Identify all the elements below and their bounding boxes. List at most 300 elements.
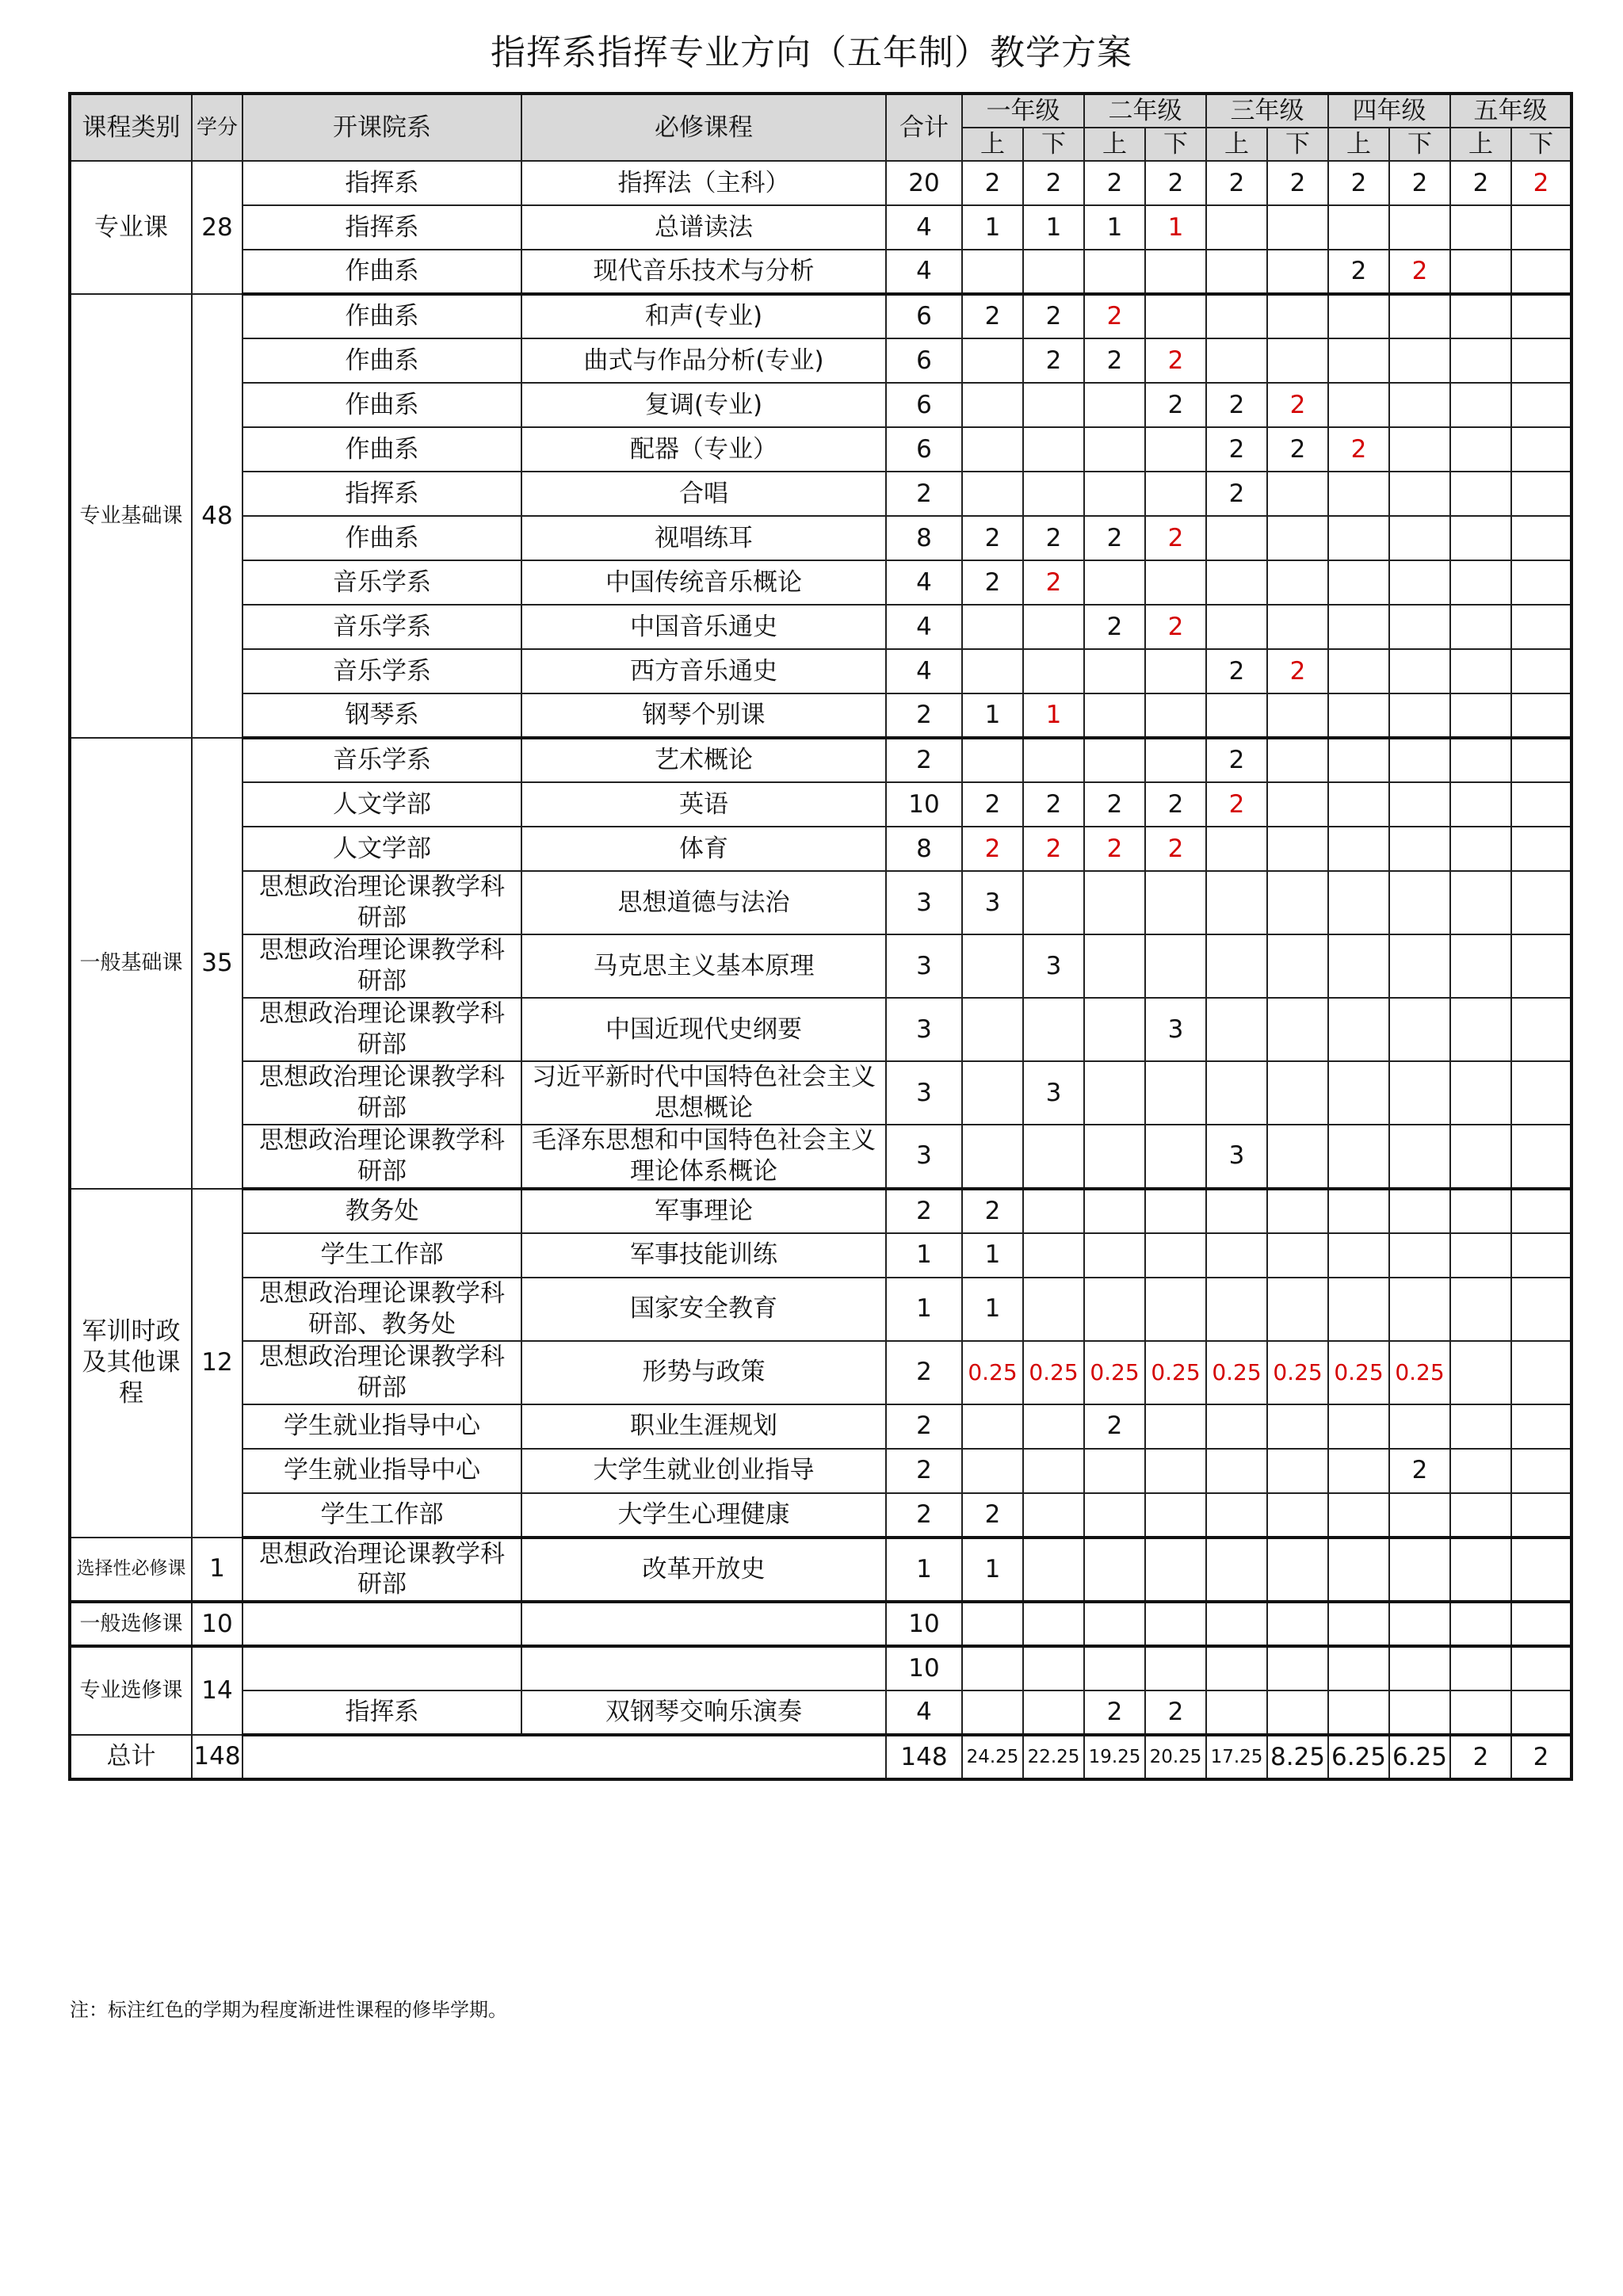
semester-cell bbox=[1511, 1602, 1571, 1646]
credits-cell: 48 bbox=[192, 294, 242, 738]
department-cell: 思想政治理论课教学科研部 bbox=[242, 1341, 521, 1404]
table-row bbox=[70, 827, 1571, 871]
total-cell: 1 bbox=[886, 1233, 962, 1278]
semester-cell bbox=[1328, 516, 1389, 560]
semester-cell bbox=[1206, 560, 1267, 605]
department-cell: 作曲系 bbox=[242, 250, 521, 294]
semester-cell bbox=[1023, 472, 1084, 516]
department-cell: 指挥系 bbox=[242, 1690, 521, 1735]
semester-cell bbox=[1511, 1341, 1571, 1404]
semester-cell bbox=[1389, 1538, 1450, 1603]
semester-cell bbox=[1328, 205, 1389, 250]
totals-label: 总计 bbox=[70, 1735, 192, 1779]
course-cell: 体育 bbox=[521, 827, 886, 871]
department-cell: 钢琴系 bbox=[242, 693, 521, 738]
header-total: 合计 bbox=[886, 94, 962, 161]
semester-cell bbox=[1511, 205, 1571, 250]
credits-cell: 28 bbox=[192, 161, 242, 294]
semester-cell bbox=[1450, 294, 1511, 338]
table-row bbox=[70, 605, 1571, 649]
semester-cell bbox=[1267, 827, 1328, 871]
header-semester-3-lower: 下 bbox=[1267, 128, 1328, 161]
semester-cell bbox=[1145, 738, 1206, 782]
semester-cell bbox=[1450, 1646, 1511, 1690]
semester-cell bbox=[1328, 605, 1389, 649]
table-row bbox=[70, 1538, 1571, 1603]
department-cell: 思想政治理论课教学科研部 bbox=[242, 934, 521, 998]
semester-cell bbox=[1267, 1233, 1328, 1278]
semester-cell bbox=[1511, 516, 1571, 560]
header-semester-4-lower: 下 bbox=[1389, 128, 1450, 161]
table-row bbox=[70, 782, 1571, 827]
semester-cell bbox=[1450, 560, 1511, 605]
semester-cell bbox=[1084, 1233, 1145, 1278]
table-row bbox=[70, 1404, 1571, 1449]
category-cell: 一般基础课 bbox=[70, 738, 192, 1189]
semester-cell: 2 bbox=[1206, 161, 1267, 205]
semester-cell: 3 bbox=[1206, 1125, 1267, 1189]
semester-cell bbox=[1023, 605, 1084, 649]
semester-cell: 2 bbox=[1389, 1449, 1450, 1493]
page-title: 指挥系指挥专业方向（五年制）教学方案 bbox=[491, 32, 1132, 73]
total-cell: 10 bbox=[886, 1602, 962, 1646]
semester-cell: 2 bbox=[1023, 516, 1084, 560]
semester-cell bbox=[1267, 1538, 1328, 1603]
table-row bbox=[70, 205, 1571, 250]
semester-cell bbox=[1511, 693, 1571, 738]
semester-cell bbox=[1206, 1538, 1267, 1603]
semester-cell: 2 bbox=[962, 827, 1023, 871]
curriculum-table bbox=[68, 92, 1573, 1781]
total-cell: 6 bbox=[886, 383, 962, 427]
semester-cell bbox=[1023, 1278, 1084, 1341]
semester-cell bbox=[1511, 1189, 1571, 1233]
semester-cell bbox=[1084, 693, 1145, 738]
table-row bbox=[70, 649, 1571, 693]
table-row bbox=[70, 998, 1571, 1061]
total-cell: 2 bbox=[886, 693, 962, 738]
semester-cell bbox=[962, 738, 1023, 782]
semester-cell bbox=[1328, 1538, 1389, 1603]
semester-cell bbox=[1450, 338, 1511, 383]
semester-cell bbox=[1267, 693, 1328, 738]
totals-credits: 148 bbox=[192, 1735, 242, 1779]
header-semester-1-upper: 上 bbox=[962, 128, 1023, 161]
semester-cell bbox=[1328, 1646, 1389, 1690]
semester-cell bbox=[1328, 560, 1389, 605]
semester-cell: 2 bbox=[962, 161, 1023, 205]
table-row bbox=[70, 693, 1571, 738]
semester-cell bbox=[962, 1061, 1023, 1125]
course-cell: 职业生涯规划 bbox=[521, 1404, 886, 1449]
semester-cell bbox=[962, 472, 1023, 516]
semester-cell bbox=[1084, 560, 1145, 605]
semester-cell: 0.25 bbox=[1389, 1341, 1450, 1404]
semester-cell bbox=[1267, 1189, 1328, 1233]
semester-cell bbox=[1206, 827, 1267, 871]
semester-cell bbox=[1511, 1493, 1571, 1538]
semester-cell bbox=[1511, 871, 1571, 934]
semester-cell bbox=[1450, 383, 1511, 427]
semester-cell: 2 bbox=[1084, 294, 1145, 338]
total-cell: 6 bbox=[886, 294, 962, 338]
semester-cell: 2 bbox=[1206, 649, 1267, 693]
course-cell: 毛泽东思想和中国特色社会主义理论体系概论 bbox=[521, 1125, 886, 1189]
course-cell: 改革开放史 bbox=[521, 1538, 886, 1603]
department-cell: 指挥系 bbox=[242, 472, 521, 516]
semester-cell bbox=[1328, 1061, 1389, 1125]
semester-cell bbox=[1389, 738, 1450, 782]
department-cell: 思想政治理论课教学科研部 bbox=[242, 998, 521, 1061]
semester-cell bbox=[1145, 934, 1206, 998]
semester-cell bbox=[1450, 205, 1511, 250]
table-row bbox=[70, 1233, 1571, 1278]
table-row bbox=[70, 1646, 1571, 1690]
course-cell: 钢琴个别课 bbox=[521, 693, 886, 738]
semester-cell bbox=[962, 1690, 1023, 1735]
credits-cell: 35 bbox=[192, 738, 242, 1189]
semester-cell: 2 bbox=[1328, 161, 1389, 205]
semester-cell: 2 bbox=[962, 1189, 1023, 1233]
semester-cell bbox=[1145, 1449, 1206, 1493]
semester-cell bbox=[1328, 827, 1389, 871]
total-cell: 4 bbox=[886, 250, 962, 294]
total-cell: 4 bbox=[886, 649, 962, 693]
semester-cell bbox=[1145, 560, 1206, 605]
semester-cell bbox=[1267, 871, 1328, 934]
semester-cell: 0.25 bbox=[1145, 1341, 1206, 1404]
semester-cell bbox=[1084, 1449, 1145, 1493]
course-cell: 军事理论 bbox=[521, 1189, 886, 1233]
semester-cell: 0.25 bbox=[1328, 1341, 1389, 1404]
table-row bbox=[70, 1690, 1571, 1735]
semester-cell bbox=[1267, 1493, 1328, 1538]
semester-cell bbox=[1267, 250, 1328, 294]
semester-cell bbox=[1511, 934, 1571, 998]
semester-cell bbox=[1389, 998, 1450, 1061]
semester-cell bbox=[1450, 250, 1511, 294]
semester-cell bbox=[1084, 998, 1145, 1061]
course-cell: 总谱读法 bbox=[521, 205, 886, 250]
table-row bbox=[70, 516, 1571, 560]
course-cell: 马克思主义基本原理 bbox=[521, 934, 886, 998]
total-cell: 10 bbox=[886, 1646, 962, 1690]
semester-cell bbox=[1023, 1233, 1084, 1278]
totals-semester-cell: 24.25 bbox=[962, 1735, 1023, 1779]
semester-cell bbox=[1450, 1690, 1511, 1735]
total-cell: 3 bbox=[886, 871, 962, 934]
semester-cell bbox=[1389, 560, 1450, 605]
semester-cell bbox=[1511, 827, 1571, 871]
course-cell: 军事技能训练 bbox=[521, 1233, 886, 1278]
total-cell: 2 bbox=[886, 1189, 962, 1233]
semester-cell: 2 bbox=[962, 782, 1023, 827]
department-cell bbox=[242, 1602, 521, 1646]
total-cell: 2 bbox=[886, 1341, 962, 1404]
department-cell: 指挥系 bbox=[242, 205, 521, 250]
semester-cell bbox=[1389, 871, 1450, 934]
semester-cell: 2 bbox=[1145, 338, 1206, 383]
semester-cell bbox=[1389, 1602, 1450, 1646]
semester-cell: 1 bbox=[962, 205, 1023, 250]
department-cell: 学生就业指导中心 bbox=[242, 1449, 521, 1493]
department-cell: 音乐学系 bbox=[242, 738, 521, 782]
semester-cell: 2 bbox=[962, 560, 1023, 605]
table-row bbox=[70, 1061, 1571, 1125]
department-cell: 思想政治理论课教学科研部 bbox=[242, 1538, 521, 1603]
semester-cell bbox=[1267, 472, 1328, 516]
semester-cell bbox=[1511, 649, 1571, 693]
semester-cell bbox=[1145, 1061, 1206, 1125]
department-cell: 音乐学系 bbox=[242, 560, 521, 605]
totals-semester-cell: 19.25 bbox=[1084, 1735, 1145, 1779]
semester-cell bbox=[1145, 1538, 1206, 1603]
semester-cell: 2 bbox=[1206, 383, 1267, 427]
semester-cell: 2 bbox=[1389, 250, 1450, 294]
semester-cell: 1 bbox=[1023, 693, 1084, 738]
semester-cell bbox=[1328, 1404, 1389, 1449]
semester-cell: 0.25 bbox=[1267, 1341, 1328, 1404]
semester-cell bbox=[1389, 693, 1450, 738]
department-cell: 作曲系 bbox=[242, 516, 521, 560]
header-year-4: 四年级 bbox=[1328, 94, 1450, 128]
semester-cell bbox=[1450, 1125, 1511, 1189]
totals-semester-cell: 20.25 bbox=[1145, 1735, 1206, 1779]
semester-cell bbox=[1389, 605, 1450, 649]
credits-cell: 12 bbox=[192, 1189, 242, 1538]
semester-cell: 2 bbox=[1450, 161, 1511, 205]
totals-semester-cell: 6.25 bbox=[1328, 1735, 1389, 1779]
semester-cell bbox=[1511, 1125, 1571, 1189]
header-department: 开课院系 bbox=[242, 94, 521, 161]
semester-cell: 1 bbox=[1023, 205, 1084, 250]
semester-cell: 3 bbox=[1145, 998, 1206, 1061]
semester-cell: 2 bbox=[1084, 782, 1145, 827]
department-cell: 思想政治理论课教学科研部、教务处 bbox=[242, 1278, 521, 1341]
semester-cell bbox=[1511, 472, 1571, 516]
semester-cell bbox=[1084, 649, 1145, 693]
semester-cell: 2 bbox=[962, 516, 1023, 560]
department-cell: 人文学部 bbox=[242, 827, 521, 871]
header-semester-1-lower: 下 bbox=[1023, 128, 1084, 161]
semester-cell: 2 bbox=[1084, 516, 1145, 560]
department-cell: 作曲系 bbox=[242, 383, 521, 427]
semester-cell bbox=[1328, 294, 1389, 338]
course-cell: 视唱练耳 bbox=[521, 516, 886, 560]
course-cell: 思想道德与法治 bbox=[521, 871, 886, 934]
semester-cell bbox=[1267, 1602, 1328, 1646]
totals-semester-cell: 2 bbox=[1450, 1735, 1511, 1779]
semester-cell: 2 bbox=[1023, 782, 1084, 827]
semester-cell: 0.25 bbox=[962, 1341, 1023, 1404]
semester-cell bbox=[962, 250, 1023, 294]
semester-cell bbox=[1084, 871, 1145, 934]
department-cell: 人文学部 bbox=[242, 782, 521, 827]
semester-cell: 3 bbox=[1023, 934, 1084, 998]
semester-cell bbox=[1511, 383, 1571, 427]
semester-cell bbox=[962, 1646, 1023, 1690]
semester-cell bbox=[1084, 1061, 1145, 1125]
credits-cell: 14 bbox=[192, 1646, 242, 1735]
credits-cell: 10 bbox=[192, 1602, 242, 1646]
semester-cell bbox=[1206, 693, 1267, 738]
semester-cell bbox=[1389, 1189, 1450, 1233]
semester-cell bbox=[1389, 338, 1450, 383]
total-cell: 3 bbox=[886, 1061, 962, 1125]
total-cell: 2 bbox=[886, 738, 962, 782]
table-row bbox=[70, 1125, 1571, 1189]
semester-cell bbox=[1206, 1278, 1267, 1341]
semester-cell bbox=[1328, 1233, 1389, 1278]
course-cell: 英语 bbox=[521, 782, 886, 827]
semester-cell bbox=[1267, 294, 1328, 338]
semester-cell bbox=[1023, 1493, 1084, 1538]
totals-semester-cell: 17.25 bbox=[1206, 1735, 1267, 1779]
semester-cell bbox=[1267, 1278, 1328, 1341]
semester-cell bbox=[962, 1449, 1023, 1493]
course-cell: 指挥法（主科） bbox=[521, 161, 886, 205]
semester-cell bbox=[1511, 738, 1571, 782]
semester-cell bbox=[1267, 560, 1328, 605]
semester-cell bbox=[1023, 1189, 1084, 1233]
semester-cell: 2 bbox=[1328, 427, 1389, 472]
semester-cell bbox=[1267, 1449, 1328, 1493]
table-row bbox=[70, 1449, 1571, 1493]
semester-cell: 1 bbox=[1145, 205, 1206, 250]
semester-cell: 2 bbox=[962, 294, 1023, 338]
table-row bbox=[70, 294, 1571, 338]
total-cell: 3 bbox=[886, 998, 962, 1061]
semester-cell bbox=[1145, 294, 1206, 338]
semester-cell bbox=[1389, 205, 1450, 250]
semester-cell: 2 bbox=[1084, 161, 1145, 205]
semester-cell bbox=[1450, 1493, 1511, 1538]
semester-cell bbox=[1389, 782, 1450, 827]
semester-cell bbox=[1511, 1233, 1571, 1278]
semester-cell bbox=[1267, 738, 1328, 782]
department-cell: 音乐学系 bbox=[242, 605, 521, 649]
semester-cell bbox=[962, 1602, 1023, 1646]
semester-cell: 2 bbox=[1267, 161, 1328, 205]
semester-cell bbox=[1023, 1602, 1084, 1646]
semester-cell bbox=[1206, 516, 1267, 560]
semester-cell bbox=[1328, 1690, 1389, 1735]
department-cell: 音乐学系 bbox=[242, 649, 521, 693]
semester-cell bbox=[1084, 250, 1145, 294]
semester-cell: 2 bbox=[1023, 294, 1084, 338]
semester-cell bbox=[1206, 605, 1267, 649]
semester-cell bbox=[1511, 998, 1571, 1061]
semester-cell bbox=[1511, 1278, 1571, 1341]
header-year-3: 三年级 bbox=[1206, 94, 1328, 128]
semester-cell bbox=[1511, 427, 1571, 472]
table-row bbox=[70, 1278, 1571, 1341]
total-cell: 8 bbox=[886, 827, 962, 871]
semester-cell bbox=[1450, 427, 1511, 472]
semester-cell bbox=[1206, 1493, 1267, 1538]
semester-cell bbox=[1328, 871, 1389, 934]
semester-cell bbox=[1389, 649, 1450, 693]
course-cell: 合唱 bbox=[521, 472, 886, 516]
semester-cell bbox=[1145, 1404, 1206, 1449]
table-row bbox=[70, 250, 1571, 294]
semester-cell: 2 bbox=[1084, 605, 1145, 649]
semester-cell: 2 bbox=[1328, 250, 1389, 294]
semester-cell bbox=[1023, 1404, 1084, 1449]
table-row bbox=[70, 1189, 1571, 1233]
header-semester-5-lower: 下 bbox=[1511, 128, 1571, 161]
course-cell: 习近平新时代中国特色社会主义思想概论 bbox=[521, 1061, 886, 1125]
semester-cell bbox=[1389, 427, 1450, 472]
total-cell: 8 bbox=[886, 516, 962, 560]
semester-cell bbox=[1450, 1061, 1511, 1125]
semester-cell bbox=[962, 383, 1023, 427]
semester-cell bbox=[1389, 827, 1450, 871]
semester-cell bbox=[1328, 693, 1389, 738]
course-cell: 艺术概论 bbox=[521, 738, 886, 782]
semester-cell bbox=[1145, 1125, 1206, 1189]
course-cell: 形势与政策 bbox=[521, 1341, 886, 1404]
semester-cell bbox=[1328, 1602, 1389, 1646]
semester-cell bbox=[1389, 1493, 1450, 1538]
credits-cell: 1 bbox=[192, 1538, 242, 1603]
totals-semester-cell: 6.25 bbox=[1389, 1735, 1450, 1779]
semester-cell bbox=[1023, 427, 1084, 472]
semester-cell bbox=[1389, 1125, 1450, 1189]
semester-cell bbox=[1206, 1061, 1267, 1125]
semester-cell bbox=[1084, 472, 1145, 516]
course-cell: 西方音乐通史 bbox=[521, 649, 886, 693]
semester-cell bbox=[1145, 1646, 1206, 1690]
course-cell: 中国传统音乐概论 bbox=[521, 560, 886, 605]
table-row bbox=[70, 560, 1571, 605]
semester-cell bbox=[1450, 1449, 1511, 1493]
semester-cell bbox=[1450, 472, 1511, 516]
header-course: 必修课程 bbox=[521, 94, 886, 161]
semester-cell: 0.25 bbox=[1206, 1341, 1267, 1404]
semester-cell: 1 bbox=[1084, 205, 1145, 250]
totals-semester-cell: 2 bbox=[1511, 1735, 1571, 1779]
semester-cell: 2 bbox=[1145, 516, 1206, 560]
semester-cell bbox=[1267, 1404, 1328, 1449]
semester-cell bbox=[1328, 782, 1389, 827]
semester-cell: 2 bbox=[1023, 161, 1084, 205]
semester-cell: 2 bbox=[1267, 649, 1328, 693]
semester-cell: 2 bbox=[1084, 338, 1145, 383]
semester-cell bbox=[962, 338, 1023, 383]
semester-cell bbox=[1267, 338, 1328, 383]
total-cell: 2 bbox=[886, 1493, 962, 1538]
table-row bbox=[70, 738, 1571, 782]
totals-semester-cell: 22.25 bbox=[1023, 1735, 1084, 1779]
category-cell: 专业基础课 bbox=[70, 294, 192, 738]
semester-cell bbox=[1450, 998, 1511, 1061]
semester-cell bbox=[1206, 205, 1267, 250]
course-cell: 复调(专业) bbox=[521, 383, 886, 427]
semester-cell bbox=[1084, 934, 1145, 998]
semester-cell bbox=[1145, 1278, 1206, 1341]
semester-cell bbox=[1023, 1125, 1084, 1189]
semester-cell: 2 bbox=[1206, 427, 1267, 472]
department-cell: 思想政治理论课教学科研部 bbox=[242, 1125, 521, 1189]
category-cell: 选择性必修课 bbox=[70, 1538, 192, 1603]
semester-cell bbox=[1389, 1646, 1450, 1690]
semester-cell: 3 bbox=[962, 871, 1023, 934]
semester-cell bbox=[962, 427, 1023, 472]
semester-cell bbox=[1511, 1404, 1571, 1449]
course-cell: 现代音乐技术与分析 bbox=[521, 250, 886, 294]
course-cell: 中国音乐通史 bbox=[521, 605, 886, 649]
